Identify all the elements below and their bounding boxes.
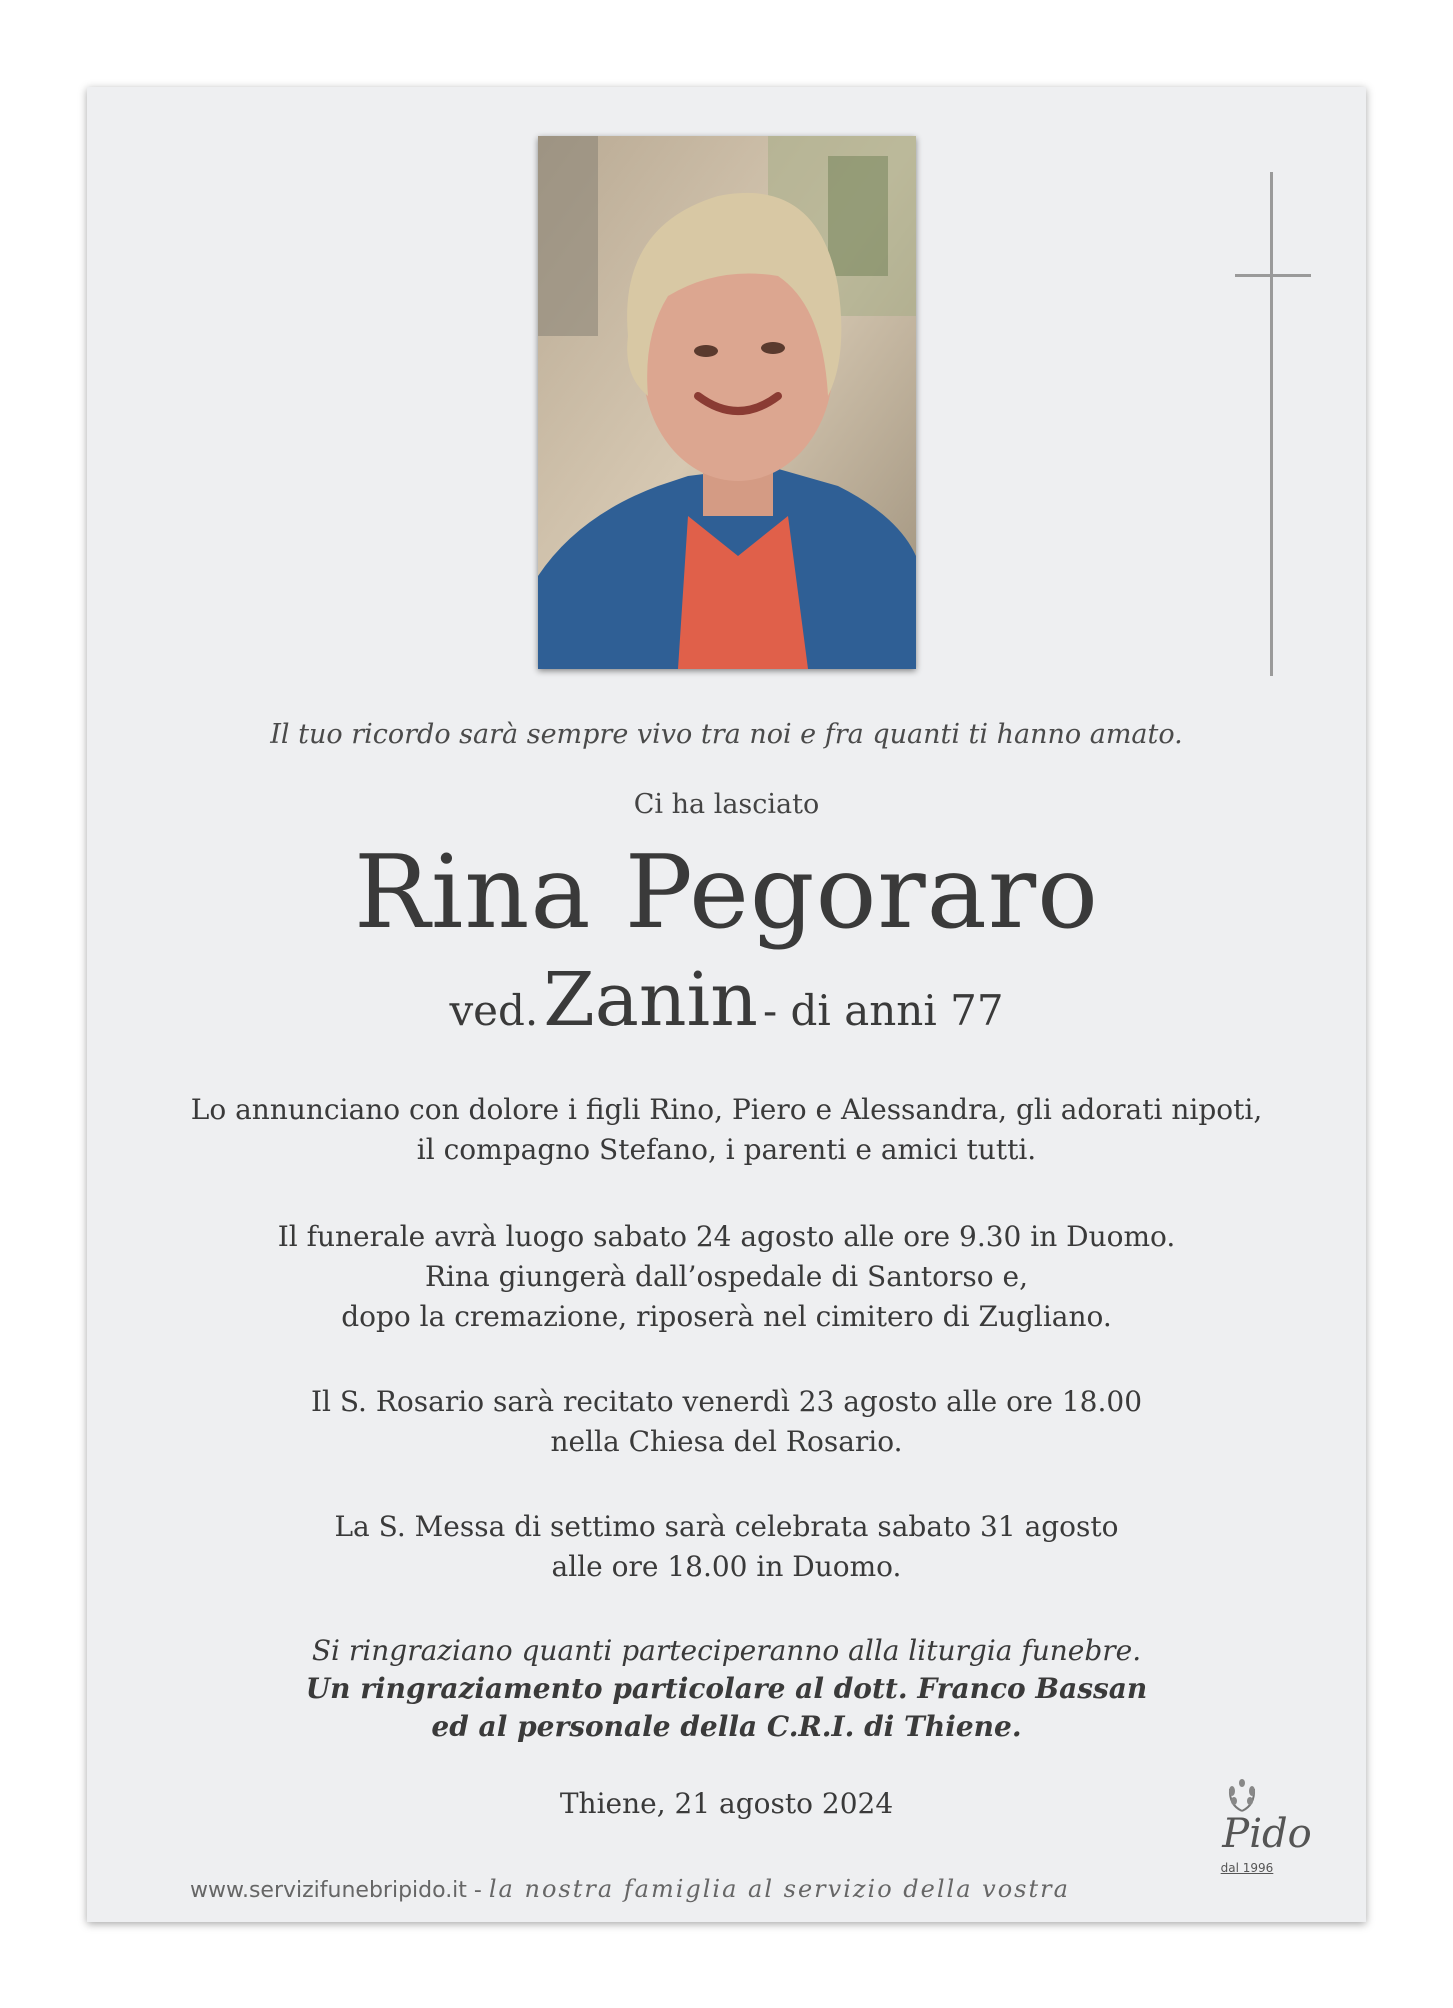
- thanks-paragraph: [87, 1632, 1366, 1746]
- place-date: Thiene, 21 agosto 2024: [559, 1787, 894, 1820]
- footer-separator: -: [466, 1878, 489, 1903]
- thanks-line: Si ringraziano quanti parteciperanno alla liturgia funebre.: [311, 1634, 1142, 1667]
- footer: [190, 1875, 1070, 1903]
- obituary-card: [87, 87, 1366, 1922]
- text-line: Il S. Rosario sarà recitato venerdì 23 agosto alle ore 18.00: [310, 1385, 1143, 1418]
- text-line: dopo la cremazione, riposerà nel cimitero di Zugliano.: [341, 1300, 1112, 1333]
- age-text: - di anni 77: [762, 986, 1004, 1035]
- memorial-quote: Il tuo ricordo sarà sempre vivo tra noi e fra quanti ti hanno amato.: [270, 719, 1183, 750]
- announcement-paragraph: [87, 1090, 1366, 1170]
- logo-name: Pido: [1222, 1811, 1312, 1857]
- text-line: La S. Messa di settimo sarà celebrata sabato 31 agosto: [334, 1510, 1119, 1543]
- thanks-line-bold: ed al personale della C.R.I. di Thiene.: [431, 1710, 1022, 1743]
- website-link[interactable]: www.servizifunebripido.it: [190, 1878, 467, 1903]
- company-logo: [1207, 1777, 1327, 1877]
- subname-line: [87, 957, 1366, 1043]
- mass-paragraph: [87, 1507, 1366, 1587]
- text-line: alle ore 18.00 in Duomo.: [551, 1550, 902, 1583]
- text-line: Rina giungerà dall’ospedale di Santorso e,: [424, 1260, 1029, 1293]
- cross-icon: [1235, 172, 1311, 676]
- text-line: il compagno Stefano, i parenti e amici tutti.: [416, 1133, 1037, 1166]
- rosary-paragraph: [87, 1382, 1366, 1462]
- footer-tagline: la nostra famiglia al servizio della vostra: [488, 1875, 1070, 1903]
- portrait-photo: [538, 136, 916, 669]
- married-surname: Zanin: [543, 957, 758, 1043]
- text-line: nella Chiesa del Rosario.: [550, 1425, 903, 1458]
- text-line: Il funerale avrà luogo sabato 24 agosto alle ore 9.30 in Duomo.: [277, 1220, 1176, 1253]
- wreath-icon: [1225, 1777, 1259, 1813]
- funeral-paragraph: [87, 1217, 1366, 1337]
- intro-text: Ci ha lasciato: [633, 789, 820, 820]
- logo-since: dal 1996: [1220, 1861, 1274, 1875]
- deceased-name: Rina Pegoraro: [354, 833, 1099, 951]
- thanks-line-bold: Un ringraziamento particolare al dott. Franco Bassan: [305, 1672, 1148, 1705]
- widow-prefix: ved.: [449, 986, 539, 1035]
- text-line: Lo annunciano con dolore i figli Rino, Piero e Alessandra, gli adorati nipoti,: [190, 1093, 1263, 1126]
